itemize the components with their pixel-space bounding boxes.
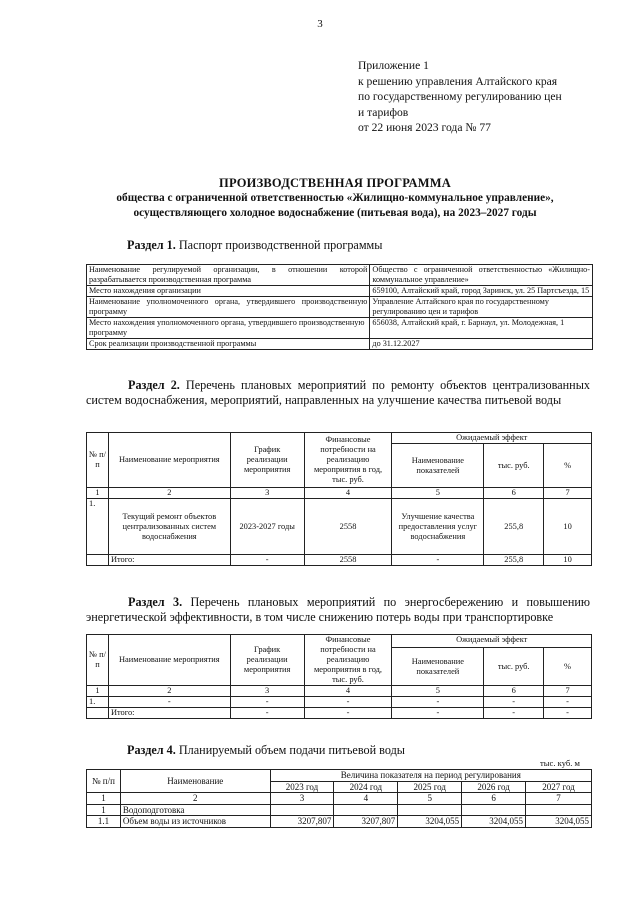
row-value <box>526 804 592 816</box>
passport-key: Срок реализации производственной программы <box>87 339 370 350</box>
appendix-line: и тарифов <box>358 105 409 119</box>
row-num: 1. <box>87 697 109 708</box>
col-indicator-header: Наименование показателей <box>392 648 484 686</box>
col-name-header: Наименование мероприятия <box>108 635 230 686</box>
col-number: 7 <box>526 793 592 805</box>
passport-key: Наименование регулируемой организации, в отношении которой разрабатывается производственная программа <box>87 265 370 286</box>
total-row <box>87 555 592 566</box>
col-finance-header: Финансовые потребности на реализацию мероприятия в год, тыс. руб. <box>304 635 392 686</box>
row-indicator: - <box>392 697 484 708</box>
col-number: 7 <box>544 686 592 697</box>
total-thous: - <box>484 708 544 719</box>
col-number: 4 <box>334 793 398 805</box>
appendix-line: от 22 июня 2023 года № 77 <box>358 121 491 134</box>
column-number-row <box>87 488 592 499</box>
section2-table <box>86 432 592 566</box>
section2-label: Раздел 2. <box>128 378 180 392</box>
total-pct: - <box>544 708 592 719</box>
col-finance-header: Финансовые потребности на реализацию мероприятия в год, тыс. руб. <box>304 433 392 488</box>
table-row <box>87 297 593 318</box>
passport-table <box>86 264 593 350</box>
year-header: 2026 год <box>462 781 526 793</box>
column-number-row <box>87 686 592 697</box>
col-number: 1 <box>87 686 109 697</box>
col-number: 5 <box>392 488 484 499</box>
row-value <box>270 804 334 816</box>
section3-table <box>86 634 592 719</box>
col-effect-header: Ожидаемый эффект <box>392 635 592 648</box>
passport-value: Управление Алтайского края по государственному регулированию цен и тарифов <box>370 297 593 318</box>
appendix-line: Приложение 1 <box>358 59 429 72</box>
row-indicator: Улучшение качества предоставления услуг водоснабжения <box>392 499 484 555</box>
col-schedule-header: График реализации мероприятия <box>230 635 304 686</box>
passport-key: Наименование уполномоченного органа, утвердившего производственную программу <box>87 297 370 318</box>
section4-table <box>86 769 592 828</box>
row-num: 1.1 <box>87 816 121 828</box>
row-pct: - <box>544 697 592 708</box>
row-finance: - <box>304 697 392 708</box>
col-number: 6 <box>462 793 526 805</box>
row-thous: 255,8 <box>484 499 544 555</box>
table-row <box>87 816 592 828</box>
year-header: 2027 год <box>526 781 592 793</box>
table-row <box>87 499 592 555</box>
passport-key: Место нахождения уполномоченного органа, утвердившего производственную программу <box>87 318 370 339</box>
total-schedule: - <box>230 708 304 719</box>
col-indicator-header: Наименование показателей <box>392 444 484 488</box>
total-indicator: - <box>392 708 484 719</box>
total-schedule: - <box>230 555 304 566</box>
document-title: ПРОИЗВОДСТВЕННАЯ ПРОГРАММА <box>219 176 451 190</box>
year-header: 2025 год <box>398 781 462 793</box>
row-value <box>398 804 462 816</box>
col-num-header: № п/п <box>87 635 109 686</box>
page-number: 3 <box>317 18 323 30</box>
row-thous: - <box>484 697 544 708</box>
col-name-header: Наименование <box>120 770 270 793</box>
total-finance: 2558 <box>304 555 392 566</box>
col-number: 2 <box>108 686 230 697</box>
year-header: 2024 год <box>334 781 398 793</box>
row-value: 3204,055 <box>526 816 592 828</box>
col-thous-header: тыс. руб. <box>484 648 544 686</box>
appendix-block <box>358 58 562 136</box>
section4-text: Планируемый объем подачи питьевой воды <box>178 743 405 757</box>
total-label: Итого: <box>108 555 230 566</box>
section2-text: Перечень плановых мероприятий по ремонту объектов централизованных систем водоснабжения, мероприятий, направленных на улучшение качества питьевой воды <box>86 378 590 407</box>
col-name-header: Наименование мероприятия <box>108 433 230 488</box>
row-name: Водоподготовка <box>120 804 270 816</box>
col-number: 4 <box>304 488 392 499</box>
col-number: 6 <box>484 488 544 499</box>
col-number: 4 <box>304 686 392 697</box>
row-schedule: - <box>230 697 304 708</box>
col-schedule-header: График реализации мероприятия <box>230 433 304 488</box>
period-header: Величина показателя на период регулирования <box>270 770 591 782</box>
col-number: 3 <box>270 793 334 805</box>
col-number: 2 <box>108 488 230 499</box>
row-schedule: 2023-2027 годы <box>230 499 304 555</box>
row-name: - <box>108 697 230 708</box>
col-number: 3 <box>230 686 304 697</box>
col-number: 5 <box>392 686 484 697</box>
section1-label: Раздел 1. <box>127 238 176 252</box>
col-number: 7 <box>544 488 592 499</box>
table-row <box>87 286 593 297</box>
appendix-line: по государственному регулированию цен <box>358 90 562 103</box>
row-name: Объем воды из источников <box>120 816 270 828</box>
table-row <box>87 265 593 286</box>
section3-label: Раздел 3. <box>128 595 183 609</box>
column-number-row <box>87 793 592 805</box>
row-num: 1. <box>87 499 109 555</box>
section2-heading <box>86 378 590 408</box>
col-number: 1 <box>87 488 109 499</box>
document-subtitle: общества с ограниченной ответственностью «Жилищно-коммунальное управление», <box>116 192 554 204</box>
section4-label: Раздел 4. <box>127 743 176 757</box>
row-value: 3207,807 <box>270 816 334 828</box>
total-row <box>87 708 592 719</box>
col-number: 5 <box>398 793 462 805</box>
col-num-header: № п/п <box>87 433 109 488</box>
passport-value: Общество с ограниченной ответственностью «Жилищно-коммунальное управление» <box>370 265 593 286</box>
row-num: 1 <box>87 804 121 816</box>
row-value: 3204,055 <box>398 816 462 828</box>
total-pct: 10 <box>544 555 592 566</box>
col-thous-header: тыс. руб. <box>484 444 544 488</box>
table-row <box>87 804 592 816</box>
col-effect-header: Ожидаемый эффект <box>392 433 592 444</box>
row-value: 3204,055 <box>462 816 526 828</box>
section4-heading <box>127 743 405 758</box>
row-name: Текущий ремонт объектов централизованных систем водоснабжения <box>108 499 230 555</box>
total-finance: - <box>304 708 392 719</box>
section1-heading <box>127 238 382 253</box>
total-indicator: - <box>392 555 484 566</box>
passport-value: 659100, Алтайский край, город Заринск, ул. 25 Партсъезда, 15 <box>370 286 593 297</box>
passport-value: 656038, Алтайский край, г. Барнаул, ул. Молодежная, 1 <box>370 318 593 339</box>
document-subtitle-2: осуществляющего холодное водоснабжение (питьевая вода), на 2023–2027 годы <box>133 207 537 219</box>
year-header: 2023 год <box>270 781 334 793</box>
passport-value: до 31.12.2027 <box>370 339 593 350</box>
table-row <box>87 339 593 350</box>
total-thous: 255,8 <box>484 555 544 566</box>
row-value: 3207,807 <box>334 816 398 828</box>
row-value <box>334 804 398 816</box>
col-number: 1 <box>87 793 121 805</box>
row-finance: 2558 <box>304 499 392 555</box>
row-value <box>462 804 526 816</box>
section3-heading <box>86 595 590 625</box>
table-row <box>87 318 593 339</box>
unit-label: тыс. куб. м <box>540 758 580 768</box>
total-label: Итого: <box>108 708 230 719</box>
section1-text: Паспорт производственной программы <box>178 238 383 252</box>
appendix-line: к решению управления Алтайского края <box>358 74 558 88</box>
col-number: 2 <box>120 793 270 805</box>
row-pct: 10 <box>544 499 592 555</box>
passport-key: Место нахождения организации <box>87 286 370 297</box>
col-number: 6 <box>484 686 544 697</box>
col-pct-header: % <box>544 648 592 686</box>
section3-text: Перечень плановых мероприятий по энергосбережению и повышению энергетической эффективности, в том числе снижению потерь воды при транспортировке <box>86 595 590 624</box>
col-number: 3 <box>230 488 304 499</box>
col-num-header: № п/п <box>87 770 121 793</box>
table-row <box>87 697 592 708</box>
col-pct-header: % <box>544 444 592 488</box>
